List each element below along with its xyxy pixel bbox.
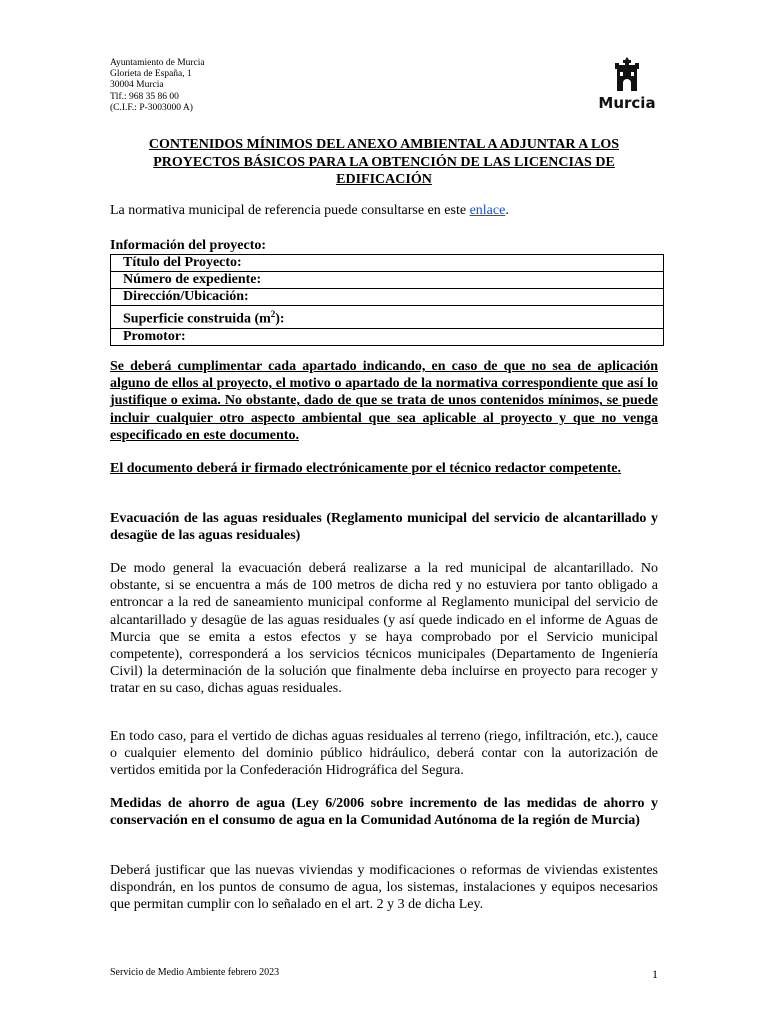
- wastewater-paragraph-2: En todo caso, para el vertido de dichas aguas residuales al terreno (riego, infiltración, etc.), cauce o cualquier elemento del dominio público hidráulico, deberá contar con la autorización de vertidos emitida por la Confederación Hidrográfica del Segura.: [110, 729, 658, 779]
- intro-text-end: .: [505, 203, 509, 218]
- castle-crest-icon: [594, 56, 660, 112]
- address-line: Tlf.: 968 35 86 00: [110, 91, 179, 102]
- field-label: Dirección/Ubicación:: [123, 289, 249, 304]
- water-saving-paragraph: Deberá justificar que las nuevas viviendas y modificaciones o reformas de viviendas existentes dispondrán, en los puntos de consumo de agua, los sistemas, instalaciones y equipos necesarios que permitan cumplir con lo señalado en el art. 2 y 3 de dicha Ley.: [110, 863, 658, 913]
- project-info-table: [110, 254, 664, 346]
- address-location-field[interactable]: [111, 289, 664, 306]
- project-info-heading: Información del proyecto:: [110, 238, 267, 253]
- completion-notice: Se deberá cumplimentar cada apartado indicando, en caso de que no sea de aplicación alguno de ellos al proyecto, el motivo o apartado de la normativa correspondiente que así lo justifique o exima. No obstante, dado de que se trata de unos contenidos mínimos, se puede incluir cualquier otro aspecto ambiental que sea aplicable al proyecto y que no venga especificado en este documento.: [110, 359, 658, 443]
- document-title: CONTENIDOS MÍNIMOS DEL ANEXO AMBIENTAL A ADJUNTAR A LOS PROYECTOS BÁSICOS PARA LA OBTENCIÓN DE LAS LICENCIAS DE EDIFICACIÓN: [148, 137, 620, 187]
- intro-paragraph: [110, 202, 658, 219]
- field-label-suffix: ):: [275, 311, 285, 327]
- regulation-link[interactable]: enlace: [469, 203, 506, 218]
- field-label-superscript: 2: [270, 309, 276, 319]
- wastewater-paragraph-1: De modo general la evacuación deberá realizarse a la red municipal de alcantarillado. No obstante, si se encuentra a más de 100 metros de dicha red y no estuviera por tanto obligado a entroncar a la red de saneamiento municipal conforme al Reglamento municipal del servicio de alcantarillado y desagüe de las aguas residuales (y así quede indicado en el informe de Aguas de Murcia que se emita a estos efectos y se haya comprobado por el Servicio municipal competente), corresponderá a los servicios técnicos municipales (Departamento de Ingeniería Civil) la determinación de la solución que finalmente deba incluirse en proyecto para recoger y tratar en su caso, dichas aguas residuales.: [110, 561, 658, 697]
- field-label: Superficie construida (m: [123, 311, 271, 327]
- table-row: [111, 272, 664, 289]
- table-row: [111, 255, 664, 272]
- table-row: [111, 328, 664, 345]
- field-label: Número de expediente:: [123, 272, 262, 287]
- footer-service-date: Servicio de Medio Ambiente febrero 2023: [110, 967, 280, 978]
- intro-text: La normativa municipal de referencia puede consultarse en este: [110, 203, 470, 218]
- murcia-logo: [594, 56, 660, 112]
- wastewater-heading: Evacuación de las aguas residuales (Reglamento municipal del servicio de alcantarillado y desagüe de las aguas residuales): [110, 511, 658, 544]
- address-line: 30004 Murcia: [110, 80, 164, 91]
- municipality-address: [110, 58, 205, 114]
- logo-wordmark: Murcia: [598, 94, 656, 112]
- developer-field[interactable]: [111, 328, 664, 345]
- table-row: [111, 289, 664, 306]
- built-area-field[interactable]: [111, 306, 664, 329]
- project-title-field[interactable]: [111, 255, 664, 272]
- address-line: (C.I.F.: P-3003000 A): [110, 102, 193, 113]
- field-label: Promotor:: [123, 328, 186, 344]
- address-line: Glorieta de España, 1: [110, 69, 192, 80]
- water-saving-heading: Medidas de ahorro de agua (Ley 6/2006 sobre incremento de las medidas de ahorro y conservación en el consumo de agua en la Comunidad Autónoma de la región de Murcia): [110, 796, 658, 829]
- table-row: [111, 306, 664, 329]
- signature-notice: El documento deberá ir firmado electrónicamente por el técnico redactor competente.: [110, 461, 621, 476]
- page-number: 1: [652, 967, 658, 981]
- field-label: Título del Proyecto:: [123, 255, 242, 270]
- address-line: Ayuntamiento de Murcia: [110, 58, 205, 68]
- file-number-field[interactable]: [111, 272, 664, 289]
